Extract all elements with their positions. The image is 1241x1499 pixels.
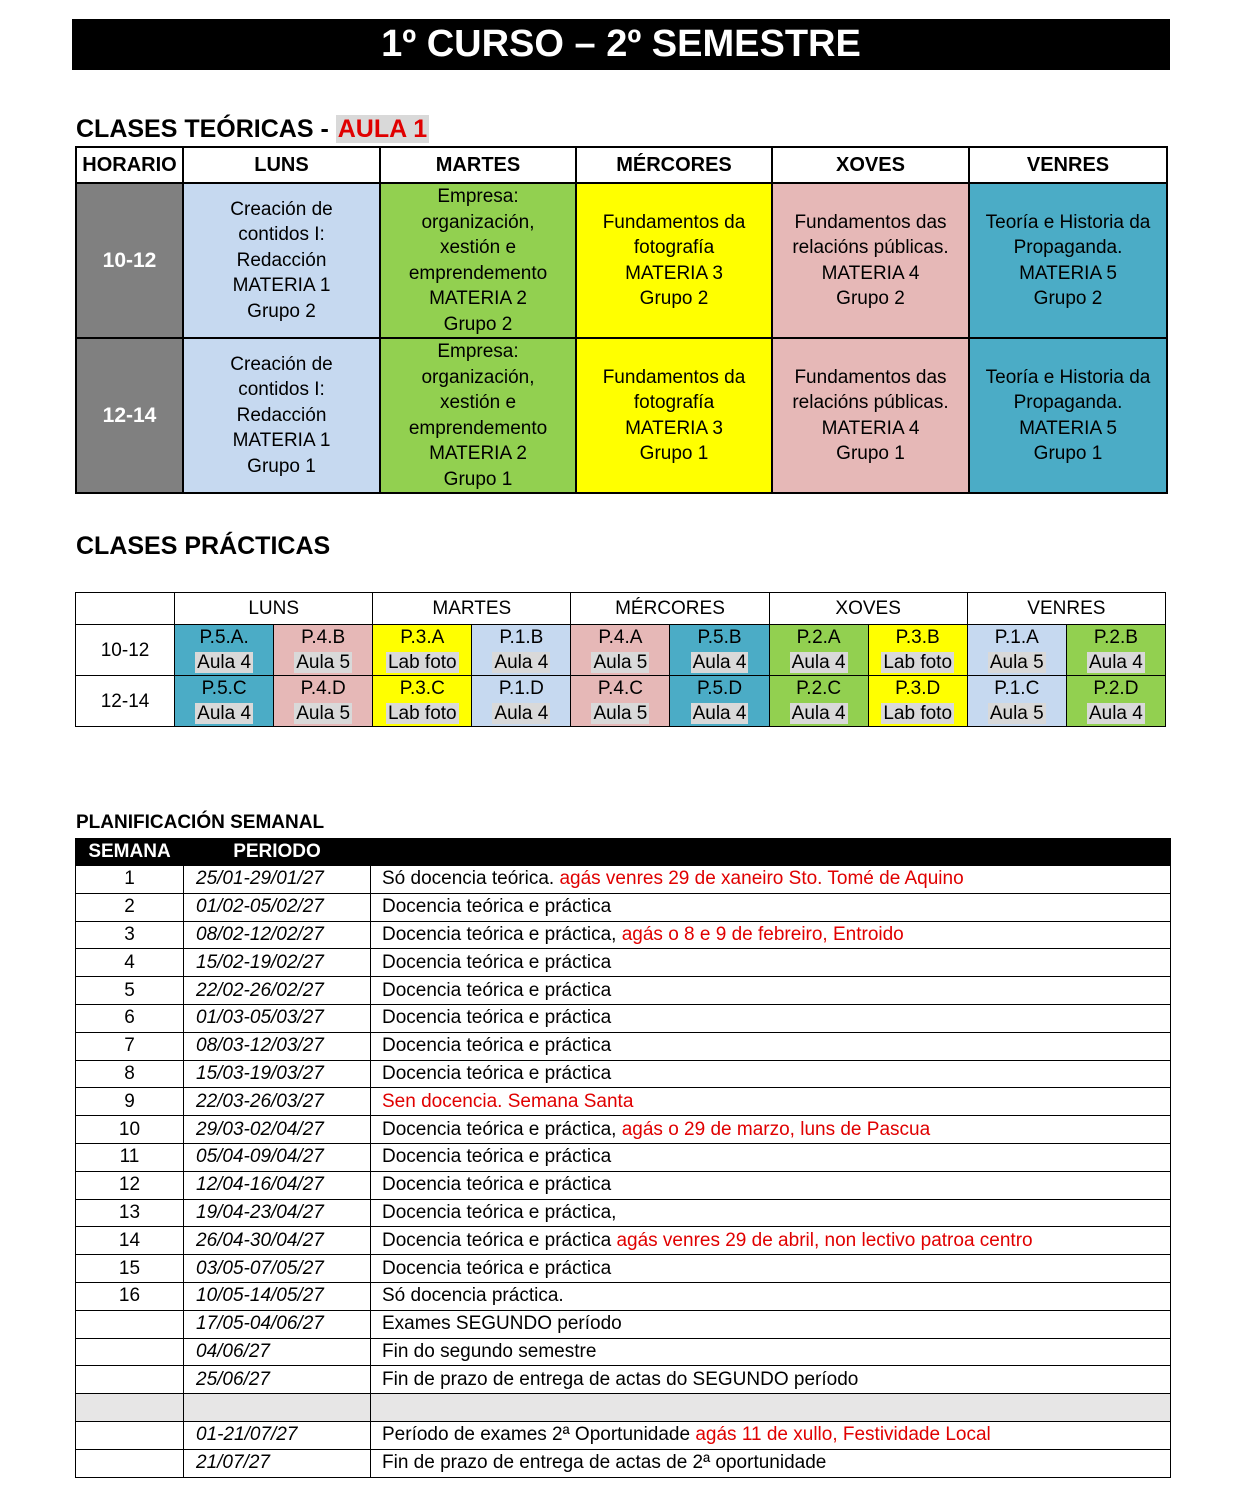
planning-week [76, 1338, 184, 1366]
theory-class-cell [183, 338, 380, 493]
planning-description [371, 1171, 1171, 1199]
planning-period: 25/06/27 [184, 1366, 371, 1394]
planning-note: agás o 29 de marzo, luns de Pascua [616, 1118, 931, 1140]
theory-cell-line: Creación de [230, 198, 333, 220]
theory-cell-line: Redacción [236, 404, 327, 426]
practice-day-header: MÉRCORES [571, 593, 769, 625]
planning-description [371, 893, 1171, 921]
practice-group-cell [1066, 676, 1165, 727]
practice-day-header: LUNS [175, 593, 373, 625]
theory-header-5: VENRES [969, 147, 1167, 183]
planning-week [76, 1366, 184, 1394]
planning-description-text: Docencia teórica e práctica [382, 1146, 612, 1168]
theory-cell-line: fotografía [633, 392, 715, 413]
practice-group-code: P.3.C [399, 678, 445, 699]
planning-description-text: Fin de prazo de entrega de actas do SEGUNDO período [382, 1368, 859, 1390]
practice-group-code: P.1.D [498, 678, 544, 699]
planning-description [371, 1338, 1171, 1366]
practice-room: Aula 5 [989, 703, 1044, 724]
theory-cell-line: Empresa: [437, 341, 519, 362]
practice-group-code: P.4.A [598, 627, 643, 648]
planning-description [371, 1088, 1171, 1116]
practice-group-cell [670, 625, 769, 676]
planning-week: 4 [76, 949, 184, 977]
theory-cell-line: MATERIA 5 [1019, 262, 1117, 284]
practice-group-code: P.2.D [1093, 678, 1139, 699]
planning-description-text: Docencia teórica e práctica [382, 1062, 612, 1084]
planning-description-text: Docencia teórica e práctica, [382, 1201, 617, 1223]
planning-period: 08/03-12/03/27 [184, 1032, 371, 1060]
practice-group-code: P.4.D [300, 678, 346, 699]
planning-row [76, 977, 1171, 1005]
planning-note: Sen docencia. Semana Santa [382, 1090, 634, 1112]
planning-description-text: Só docencia práctica. [382, 1285, 564, 1307]
planning-row [76, 1282, 1171, 1310]
planning-period: 29/03-02/04/27 [184, 1116, 371, 1144]
practice-group-code: P.2.C [796, 678, 842, 699]
planning-week: 1 [76, 866, 184, 894]
theory-header-2: MARTES [380, 147, 576, 183]
planning-description-text: Docencia teórica e práctica [382, 1007, 612, 1029]
theory-cell-line: Propaganda. [1013, 237, 1123, 258]
theory-header-1: LUNS [183, 147, 380, 183]
practice-group-code: P.1.B [499, 627, 544, 648]
planning-week: 8 [76, 1060, 184, 1088]
planning-description-text: Docencia teórica e práctica, [382, 1118, 617, 1140]
practice-room: Aula 4 [1088, 703, 1143, 724]
practice-group-cell [274, 625, 373, 676]
theory-cell-line: organización, [421, 211, 535, 233]
planning-description [371, 921, 1171, 949]
theory-cell-line: relacións públicas. [792, 392, 949, 413]
theory-cell-line: Fundamentos das [794, 366, 947, 388]
planning-description-text: Docencia teórica e práctica [382, 1229, 612, 1251]
planning-week: 11 [76, 1143, 184, 1171]
planning-description [371, 949, 1171, 977]
theory-cell-line: Grupo 2 [443, 313, 513, 335]
page-title: 1º CURSO – 2º SEMESTRE [72, 19, 1170, 70]
theory-cell-line: Propaganda. [1013, 392, 1123, 413]
planning-week: 3 [76, 921, 184, 949]
planning-week: 16 [76, 1282, 184, 1310]
theory-class-cell [576, 338, 772, 493]
theory-cell-line: Fundamentos das [794, 211, 947, 233]
planning-description [371, 1143, 1171, 1171]
planning-description [371, 1366, 1171, 1394]
practice-day-header: VENRES [967, 593, 1165, 625]
planning-row [76, 866, 1171, 894]
planning-period: 12/04-16/04/27 [184, 1171, 371, 1199]
practice-room: Aula 4 [1088, 652, 1143, 673]
theory-cell-line: MATERIA 3 [625, 417, 723, 439]
planning-description [371, 1004, 1171, 1032]
theory-cell-line: emprendemento [408, 417, 548, 439]
theory-class-cell [969, 338, 1167, 493]
practice-group-code: P.1.C [994, 678, 1040, 699]
practice-group-cell [967, 625, 1066, 676]
planning-description-text: Fin do segundo semestre [382, 1340, 597, 1362]
practice-time-cell: 10-12 [76, 625, 175, 676]
theory-class-cell [969, 183, 1167, 338]
planning-row [76, 1394, 1171, 1422]
practice-heading: CLASES PRÁCTICAS [76, 532, 331, 560]
practice-group-code: P.5.D [696, 678, 743, 699]
theory-row [76, 338, 1167, 493]
theory-cell-line: Fundamentos da [602, 366, 746, 388]
practice-group-code: P.3.D [895, 678, 941, 699]
theory-cell-line: MATERIA 1 [232, 430, 331, 452]
planning-row [76, 1171, 1171, 1199]
planning-description-text: Docencia teórica e práctica [382, 1035, 612, 1057]
planning-week: 13 [76, 1199, 184, 1227]
planning-heading: PLANIFICACIÓN SEMANAL [76, 812, 325, 833]
planning-description [371, 1310, 1171, 1338]
practice-room: Lab foto [883, 652, 953, 673]
practice-header-row [76, 593, 1166, 625]
theory-heading-room: AULA 1 [337, 115, 428, 143]
planning-period: 15/03-19/03/27 [184, 1060, 371, 1088]
planning-period: 21/07/27 [184, 1449, 371, 1477]
planning-row [76, 1032, 1171, 1060]
planning-period: 01/02-05/02/27 [184, 893, 371, 921]
practice-room: Aula 5 [989, 652, 1044, 673]
planning-week [76, 1421, 184, 1449]
planning-description-text: Docencia teórica e práctica [382, 979, 612, 1001]
planning-period: 25/01-29/01/27 [184, 866, 371, 894]
theory-cell-line: Grupo 1 [836, 443, 905, 464]
practice-group-cell [670, 676, 769, 727]
planning-description-text: Docencia teórica e práctica [382, 1257, 612, 1279]
practice-room: Aula 4 [791, 652, 846, 673]
planning-description [371, 1227, 1171, 1255]
practice-room: Aula 4 [197, 703, 252, 724]
planning-header-0: SEMANA [76, 839, 184, 866]
practice-group-cell [967, 676, 1066, 727]
planning-description-text: Docencia teórica e práctica [382, 951, 612, 973]
planning-description-text: Período de exames 2ª Oportunidade [382, 1424, 691, 1446]
practice-group-cell [175, 625, 274, 676]
practice-room: Aula 5 [296, 652, 351, 673]
planning-row [76, 1199, 1171, 1227]
theory-row [76, 183, 1167, 338]
practice-room: Lab foto [883, 703, 953, 724]
planning-note: agás 11 de xullo, Festividade Local [690, 1424, 991, 1446]
planning-period: 17/05-04/06/27 [184, 1310, 371, 1338]
practice-group-cell [274, 676, 373, 727]
practice-room: Aula 4 [692, 652, 747, 673]
theory-heading-text: CLASES TEÓRICAS - [76, 115, 336, 143]
theory-class-cell [380, 338, 576, 493]
practice-group-code: P.4.B [301, 627, 346, 648]
planning-period: 15/02-19/02/27 [184, 949, 371, 977]
theory-class-cell [772, 338, 969, 493]
practice-group-code: P.3.B [895, 627, 940, 648]
practice-group-cell [769, 676, 868, 727]
theory-class-cell [183, 183, 380, 338]
theory-cell-line: Redacción [236, 249, 327, 271]
planning-description-text: Só docencia teórica. [382, 868, 555, 890]
practice-group-code: P.4.C [597, 678, 643, 699]
planning-week: 10 [76, 1116, 184, 1144]
theory-class-cell [576, 183, 772, 338]
planning-row [76, 1088, 1171, 1116]
planning-week [76, 1310, 184, 1338]
planning-week [76, 1394, 184, 1422]
theory-cell-line: MATERIA 4 [821, 417, 920, 439]
practice-header-empty [76, 593, 175, 625]
practice-group-code: P.5.C [201, 678, 247, 699]
planning-table [75, 838, 1171, 1478]
planning-row [76, 1449, 1171, 1477]
practice-group-cell [571, 625, 670, 676]
planning-row [76, 893, 1171, 921]
practice-room: Aula 5 [593, 703, 648, 724]
practice-room: Aula 5 [296, 703, 351, 724]
theory-cell-line: MATERIA 5 [1019, 417, 1117, 439]
theory-cell-line: Empresa: [437, 186, 519, 207]
planning-description [371, 1282, 1171, 1310]
theory-cell-line: Grupo 2 [1033, 288, 1103, 309]
theory-time-cell: 10-12 [76, 183, 183, 338]
planning-period: 08/02-12/02/27 [184, 921, 371, 949]
theory-cell-line: Teoría e Historia da [985, 211, 1151, 233]
theory-cell-line: relacións públicas. [792, 237, 949, 258]
planning-description-text: Docencia teórica e práctica, [382, 923, 617, 945]
theory-cell-line: Creación de [230, 353, 333, 375]
theory-cell-line: MATERIA 2 [429, 443, 527, 464]
practice-group-code: P.5.B [697, 627, 742, 648]
theory-cell-line: Grupo 1 [247, 455, 316, 477]
theory-cell-line: Fundamentos da [602, 211, 746, 233]
practice-room: Lab foto [387, 703, 457, 724]
planning-week: 15 [76, 1255, 184, 1283]
theory-header-4: XOVES [772, 147, 969, 183]
planning-period: 01/03-05/03/27 [184, 1004, 371, 1032]
theory-class-cell [380, 183, 576, 338]
planning-period: 01-21/07/27 [184, 1421, 371, 1449]
theory-cell-line: xestión e [439, 237, 517, 258]
planning-row [76, 1116, 1171, 1144]
planning-row [76, 1255, 1171, 1283]
planning-period: 22/02-26/02/27 [184, 977, 371, 1005]
planning-description [371, 1394, 1171, 1422]
practice-group-cell [868, 625, 967, 676]
planning-row [76, 1338, 1171, 1366]
planning-week: 5 [76, 977, 184, 1005]
planning-row [76, 1004, 1171, 1032]
practice-group-cell [472, 625, 571, 676]
practice-group-cell [868, 676, 967, 727]
planning-period: 26/04-30/04/27 [184, 1227, 371, 1255]
planning-note: agás venres 29 de abril, non lectivo patroa centro [611, 1229, 1033, 1251]
practice-row [76, 676, 1166, 727]
planning-period: 05/04-09/04/27 [184, 1143, 371, 1171]
planning-description [371, 1421, 1171, 1449]
planning-description-text: Fin de prazo de entrega de actas de 2ª oportunidade [382, 1452, 827, 1474]
theory-time-cell: 12-14 [76, 338, 183, 493]
theory-cell-line: Grupo 1 [639, 443, 709, 464]
planning-period: 04/06/27 [184, 1338, 371, 1366]
practice-group-cell [1066, 625, 1165, 676]
practice-group-code: P.2.A [796, 627, 841, 648]
theory-cell-line: Grupo 2 [836, 288, 905, 309]
theory-header-0: HORARIO [76, 147, 183, 183]
theory-cell-line: Teoría e Historia da [985, 366, 1151, 388]
planning-description-text: Exames SEGUNDO período [382, 1313, 622, 1335]
planning-note: agás o 8 e 9 de febreiro, Entroido [616, 923, 904, 945]
planning-period: 22/03-26/03/27 [184, 1088, 371, 1116]
theory-cell-line: MATERIA 1 [232, 275, 331, 297]
planning-week: 14 [76, 1227, 184, 1255]
practice-group-cell [571, 676, 670, 727]
theory-cell-line: contidos I: [238, 379, 325, 401]
theory-cell-line: MATERIA 2 [429, 288, 527, 309]
practice-day-header: MARTES [373, 593, 571, 625]
practice-group-cell [769, 625, 868, 676]
planning-description-text: Docencia teórica e práctica [382, 1174, 612, 1196]
theory-cell-line: MATERIA 3 [625, 262, 723, 284]
practice-group-code: P.3.A [400, 627, 445, 648]
practice-day-header: XOVES [769, 593, 967, 625]
practice-group-code: P.1.A [994, 627, 1039, 648]
planning-description [371, 1060, 1171, 1088]
planning-week: 7 [76, 1032, 184, 1060]
theory-cell-line: Grupo 1 [443, 468, 513, 490]
theory-heading [76, 114, 429, 144]
planning-description [371, 1116, 1171, 1144]
theory-cell-line: emprendemento [408, 262, 548, 284]
planning-week: 9 [76, 1088, 184, 1116]
planning-week: 2 [76, 893, 184, 921]
practice-group-cell [175, 676, 274, 727]
practice-schedule-table [75, 592, 1166, 727]
planning-period: 10/05-14/05/27 [184, 1282, 371, 1310]
theory-cell-line: Grupo 2 [639, 288, 709, 309]
practice-room: Aula 4 [494, 703, 549, 724]
theory-cell-line: contidos I: [238, 224, 325, 246]
theory-cell-line: organización, [421, 366, 535, 388]
planning-week [76, 1449, 184, 1477]
planning-header-2 [371, 839, 1171, 866]
theory-cell-line: fotografía [633, 237, 715, 258]
practice-room: Aula 5 [593, 652, 648, 673]
planning-week: 6 [76, 1004, 184, 1032]
planning-row [76, 949, 1171, 977]
practice-group-code: P.2.B [1093, 627, 1138, 648]
practice-room: Aula 4 [692, 703, 747, 724]
practice-room: Aula 4 [494, 652, 549, 673]
practice-room: Aula 4 [791, 703, 846, 724]
planning-description-text: Docencia teórica e práctica [382, 896, 612, 918]
planning-description [371, 1199, 1171, 1227]
practice-group-cell [373, 625, 472, 676]
practice-room: Aula 4 [197, 652, 252, 673]
theory-cell-line: Grupo 1 [1033, 443, 1103, 464]
planning-row [76, 1143, 1171, 1171]
practice-time-cell: 12-14 [76, 676, 175, 727]
planning-row [76, 1227, 1171, 1255]
theory-header-3: MÉRCORES [576, 147, 772, 183]
planning-period [184, 1394, 371, 1422]
practice-row [76, 625, 1166, 676]
theory-cell-line: Grupo 2 [247, 300, 316, 322]
theory-cell-line: MATERIA 4 [821, 262, 920, 284]
planning-row [76, 1421, 1171, 1449]
theory-schedule-table [75, 146, 1168, 494]
practice-room: Lab foto [387, 652, 457, 673]
planning-description [371, 1255, 1171, 1283]
planning-note: agás venres 29 de xaneiro Sto. Tomé de Aquino [554, 868, 964, 890]
planning-row [76, 1366, 1171, 1394]
practice-group-cell [472, 676, 571, 727]
planning-description [371, 1032, 1171, 1060]
practice-group-code: P.5.A. [199, 627, 249, 648]
planning-row [76, 1060, 1171, 1088]
theory-class-cell [772, 183, 969, 338]
planning-row [76, 921, 1171, 949]
planning-header-1: PERIODO [184, 839, 371, 866]
planning-description [371, 866, 1171, 894]
theory-cell-line: xestión e [439, 392, 517, 413]
practice-group-cell [373, 676, 472, 727]
planning-period: 03/05-07/05/27 [184, 1255, 371, 1283]
planning-description [371, 977, 1171, 1005]
planning-description [371, 1449, 1171, 1477]
planning-period: 19/04-23/04/27 [184, 1199, 371, 1227]
planning-row [76, 1310, 1171, 1338]
planning-week: 12 [76, 1171, 184, 1199]
